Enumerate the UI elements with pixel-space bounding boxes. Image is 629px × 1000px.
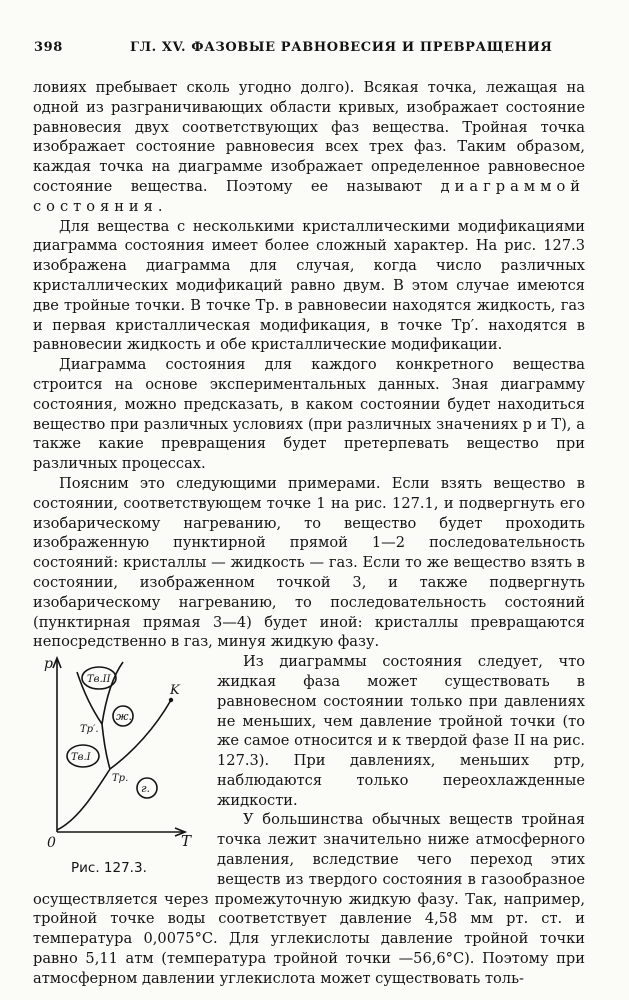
phase-label-tv2: Тв.II [87, 674, 111, 686]
phase-diagram-svg [33, 652, 205, 874]
figure-127-3 [33, 652, 205, 877]
figure-text-block [33, 474, 585, 989]
figure-caption: Рис. 127.3. [71, 860, 147, 877]
critical-point-label: K [170, 683, 180, 699]
paragraph-6: У большинства обычных веществ тройная точка лежит значительно ниже атмосферного давления, вследствие чего переход этих веществ из твердого состояния в газообразное осуществляется через промежуточную жидкую фазу. Так, например, тройной точке воды соответствует давление 4,58 мм рт. ст. и температура 0,0075°С. Для углекислоты давление тройной точки равно 5,11 атм (температура тройной точки —56,6°С). Поэтому при атмосферном давлении углекислота может существовать толь- [33, 811, 585, 987]
paragraph-4-text: Поясним это следующими примерами. Если взять вещество в состоянии, соответствующем точке 1 на рис. 127.1, и подвергнуть его изобарическому нагреванию, то вещество будет проходить изображенную пунктирной прямой 1—2 последовательность состояний: кристаллы — жидкость — газ. Если то же вещество взять в состоянии, изображенном точкой 3, и также подвергнуть изобарическому нагреванию, то последовательность состояний (пунктирная прямая 3—4) будет иной: кристаллы превращаются непосредственно в газ, минуя жидкую фазу. [33, 474, 585, 651]
phase-label-gas: г. [141, 782, 151, 796]
axis-p-label: p [44, 656, 53, 673]
phase-label-liquid: ж. [116, 710, 133, 724]
critical-point [169, 698, 173, 702]
term-phase-diagram: диаграммой состояния. [33, 177, 585, 215]
axis-t-label: T [181, 832, 192, 851]
paragraph-5: Из диаграммы состояния следует, что жидкая фаза может существовать в равновесном состоянии только при давлениях не меньших, чем давление тройной точки (то же самое относится и к твердой фазе II на рис. 127.3). При давлениях, меньших ртр, наблюдаются только переохлажденные жидкости. [217, 653, 585, 809]
sublimation-curve [57, 769, 110, 830]
paragraph-3: Диаграмма состояния для каждого конкретного вещества строится на основе экспериментальных данных. Зная диаграмму состояния, можно предсказать, в каком состоянии будет находиться вещество при различных условиях (при различных значениях р и Т), а также какие превращения будет претерпевать вещество при различных процессах. [33, 356, 585, 473]
paragraph-4 [33, 474, 585, 652]
paragraph-2: Для вещества с несколькими кристаллическими модификациями диаграмма состояния имеет более сложный характер. На рис. 127.3 изображена диаграмма для случая, когда число различных кристаллических модификаций равно двум. В этом случае имеются две тройные точки. В точке Тр. в равновесии находятся жидкость, газ и первая кристаллическая модификация, в точке Тр′. находятся в равновесии жидкость и обе кристаллические модификации. [33, 217, 585, 354]
origin-label: 0 [47, 835, 56, 852]
triple-point-label: Тр. [112, 773, 129, 785]
phase-label-tv1: Тв.I [71, 752, 91, 764]
page-number: 398 [34, 40, 63, 55]
body-text [33, 78, 585, 989]
melting-curve-1 [102, 724, 110, 769]
running-header [34, 40, 594, 60]
triple-point-prime-label: Тр′. [80, 724, 99, 736]
paragraph-1 [33, 78, 585, 217]
chapter-title: ГЛ. XV. ФАЗОВЫЕ РАВНОВЕСИЯ И ПРЕВРАЩЕНИЯ [130, 40, 553, 55]
paragraph-1-text: ловиях пребывает сколь угодно долго). Всякая точка, лежащая на одной из разграничивающих области кривых, изображает состояние равновесия двух соответствующих фаз вещества. Тройная точка изображает состояние равновесия всех трех фаз. Таким образом, каждая точка на диаграмме изображает определенное равновесное состояние вещества. Поэтому ее называют [33, 79, 585, 195]
